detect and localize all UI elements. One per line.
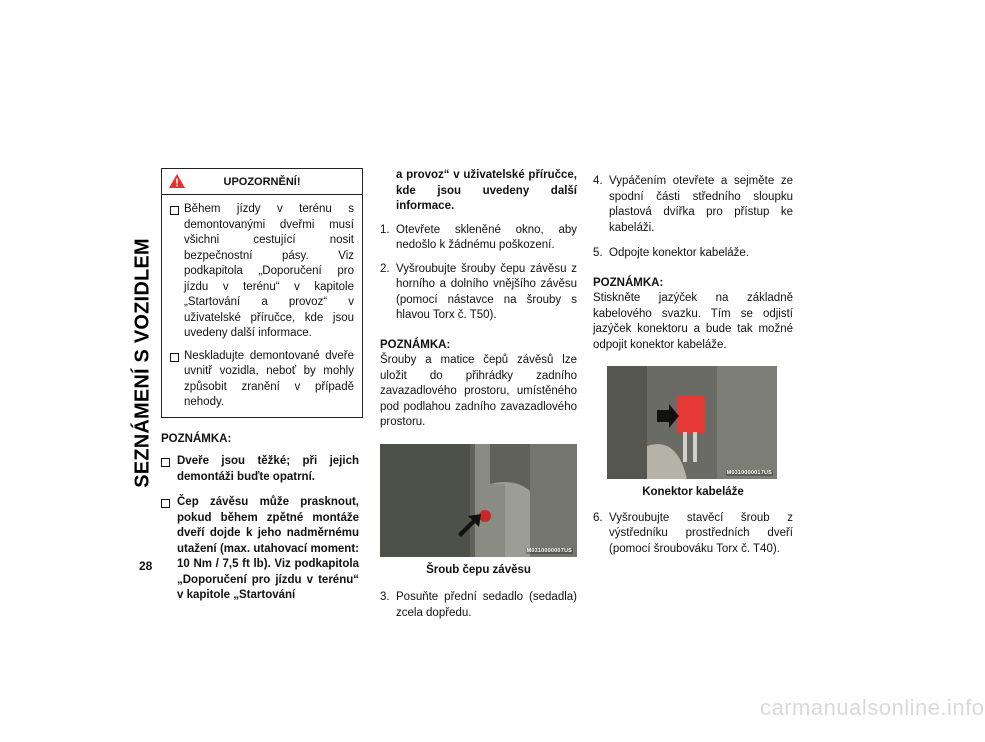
note-text: Stiskněte jazýček na základně kabelového svazku. Tím se odjistí jazýček konektoru a bude tak možné odpojit konektor kabeláže.: [593, 292, 793, 351]
step-item: [593, 511, 793, 558]
warning-title: UPOZORNĚNÍ!: [223, 176, 301, 188]
step-text: Vyšroubujte stavěcí šroub z výstředníku prostředních dveří (pomocí šroubováku Torx č. T40).: [609, 511, 793, 555]
column-1: [161, 168, 359, 604]
step-item: [593, 174, 793, 236]
section-title-text: SEZNÁMENÍ S VOZIDLEM: [131, 238, 154, 488]
step-item: [380, 590, 577, 621]
step-text: Vypáčením otevřete a sejměte ze spodní části středního sloupku plastová dvířka pro přístup ke kabeláži.: [609, 175, 793, 234]
step-text: Posuňte přední sedadlo (sedadla) zcela dopředu.: [396, 591, 577, 619]
hinge-bolt-photo: [380, 444, 577, 557]
step-number: 6.: [593, 511, 603, 524]
note-heading: POZNÁMKA:: [593, 276, 664, 289]
warning-triangle-icon: [168, 173, 186, 189]
warning-item: Během jízdy v terénu s demontovanými dveřmi musí všichni cestující nosit bezpečnostní pásy. Viz podkapitola „Doporučení pro jízdu v terénu“ v kapitole „Startování a provoz“ v uživatelské příručce, kde jsou uvedeny další informace.: [162, 202, 362, 342]
figure-code: M0310000017US: [726, 470, 772, 476]
note-text: Šrouby a matice čepů závěsů lze uložit do přihrádky zadního zavazadlového prostoru, umístěného pod podlahou zadního zavazadlového prostoru.: [380, 354, 577, 428]
figure-caption: Šroub čepu závěsu: [426, 563, 531, 576]
hinge-illustration: [380, 444, 577, 557]
step-text: Otevřete skleněné okno, aby nedošlo k žádnému poškození.: [396, 223, 577, 251]
step-number: 3.: [380, 591, 390, 603]
step-text: Odpojte konektor kabeláže.: [609, 247, 750, 259]
column-3: [593, 168, 793, 557]
step-number: 1.: [380, 223, 390, 236]
connector-photo: [607, 366, 777, 479]
footer-watermark: carmanualsonline.info: [760, 695, 985, 720]
warning-item: Neskladujte demontované dveře uvnitř vozidla, neboť by mohly způsobit zranění v případě nehody.: [162, 349, 362, 411]
step-item: [380, 262, 577, 324]
warning-header: [162, 169, 362, 195]
step-item: [593, 246, 793, 262]
step-number: 4.: [593, 175, 603, 187]
figure-code: M0310000007US: [526, 547, 572, 554]
note-heading: POZNÁMKA:: [161, 432, 232, 445]
column-2: [380, 168, 577, 621]
note-continuation: a provoz“ v uživatelské příručce, kde jsou uvedeny další informace.: [396, 169, 577, 212]
page-number: 28: [139, 559, 153, 573]
note-heading: POZNÁMKA:: [380, 338, 451, 351]
figure-caption: Konektor kabeláže: [642, 486, 744, 498]
warning-box: [161, 168, 363, 418]
note-item: Dveře jsou těžké; při jejich demontáži buďte opatrní.: [161, 454, 359, 485]
step-number: 2.: [380, 262, 390, 275]
note-item: Čep závěsu může prasknout, pokud během zpětné montáže dveří dojde k jeho nadměrnému utažení (max. utahovací moment: 10 Nm / 7,5 ft lb). Viz podkapitola „Doporučení pro jízdu v terénu“ v kapitole „Startování: [161, 495, 359, 604]
side-section-title: [128, 168, 158, 558]
step-item: [380, 223, 577, 254]
step-number: 5.: [593, 247, 603, 259]
step-text: Vyšroubujte šrouby čepu závěsu z horního a dolního vnějšího závěsu (pomocí nástavce na šrouby s hlavou Torx č. T50).: [396, 262, 577, 321]
connector-illustration: [607, 366, 777, 479]
